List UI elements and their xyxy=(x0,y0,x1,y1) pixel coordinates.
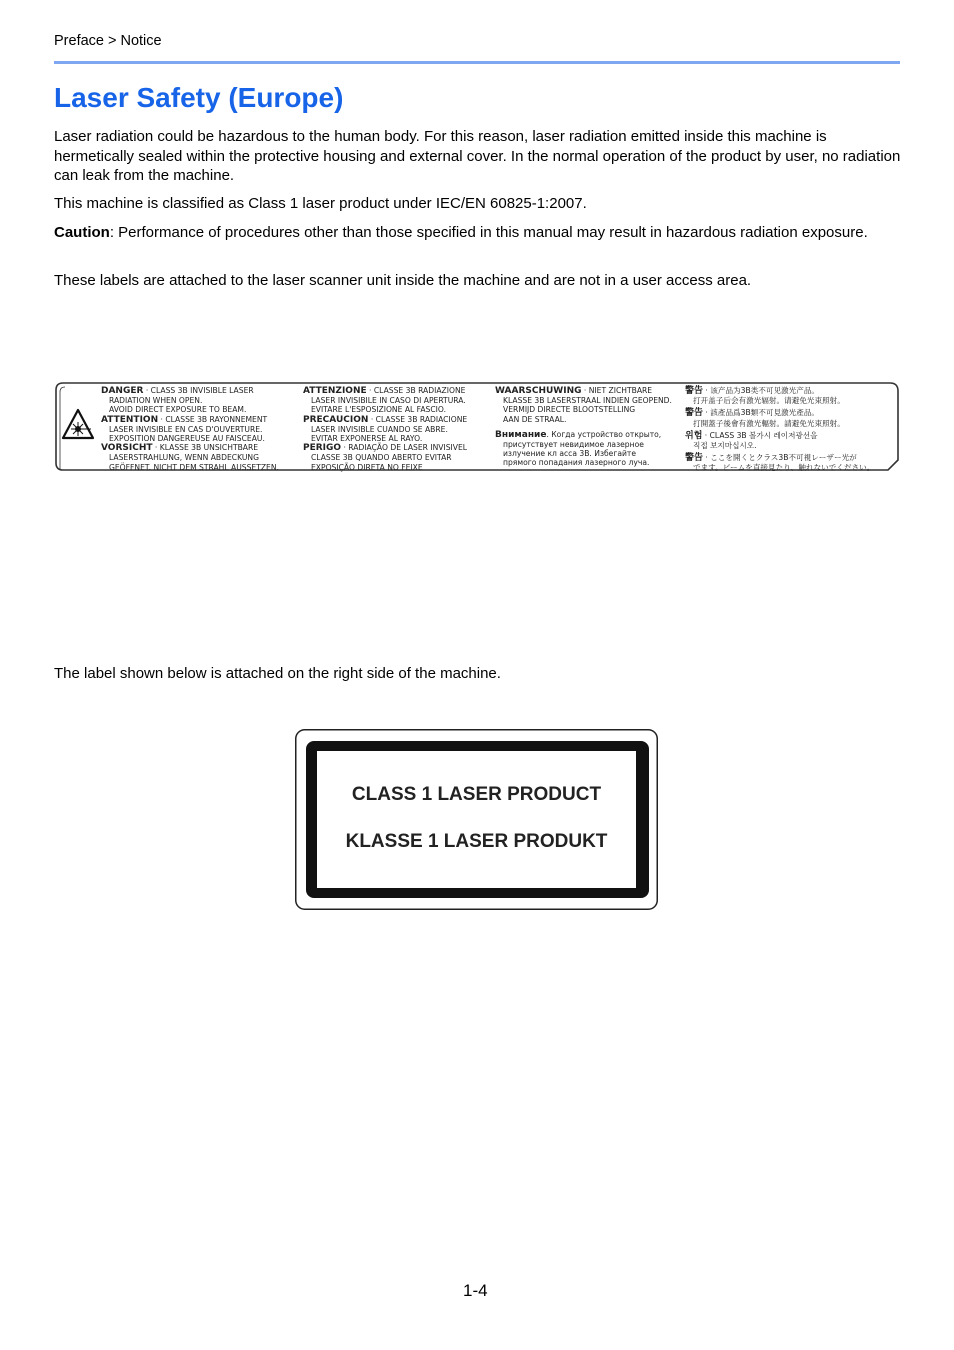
warning-column-3 xyxy=(495,386,672,468)
warning-column-4 xyxy=(685,386,874,473)
warning-block-waarschuwing: WAARSCHUWING · NIET ZICHTBARE KLASSE 3B LASERSTRAAL INDIEN GEOPEND. VERMIJD DIRECTE BLOOTSTELLING AAN DE STRAAL. xyxy=(495,386,672,424)
warning-block-vnimanie: Внимание. Когда устройство открыто, присутствует невидимое лазерное излучение кл асса 3В. Избегайте прямого попадания лазерного луча. xyxy=(495,429,662,468)
laser-warning-label xyxy=(55,382,899,472)
header-rule xyxy=(54,61,900,64)
warning-block-ko: 위험 · CLASS 3B 볼가시 레이저광선을 직접 보지마십시오. xyxy=(685,430,818,451)
paragraph-caution xyxy=(54,223,904,243)
warning-block-danger: DANGER · CLASS 3B INVISIBLE LASER RADIATION WHEN OPEN. AVOID DIRECT EXPOSURE TO BEAM. xyxy=(101,386,254,415)
warning-block-ja: 警告 · ここを開くとクラス3B不可視レーザー光が でます。ビームを直接見たり、触れないでください。 xyxy=(685,453,875,473)
laser-hazard-icon xyxy=(61,408,95,440)
warning-block-attention: ATTENTION · CLASSE 3B RAYONNEMENT LASER INVISIBLE EN CAS D'OUVERTURE. EXPOSITION DANGEREUSE AU FAISCEAU. xyxy=(101,414,268,444)
warning-block-zh-tw: 警告 · 該產品爲3B類不可見激光產品。 打開蓋子後會有激光輻射。請避免光束照射。 xyxy=(685,408,845,428)
warning-column-2 xyxy=(303,386,467,472)
warning-block-attenzione: ATTENZIONE · CLASSE 3B RADIAZIONE LASER INVISIBILE IN CASO DI APERTURA. EVITARE L'ESPOSIZIONE AL FASCIO. xyxy=(303,386,466,415)
class-label-line-2: KLASSE 1 LASER PRODUKT xyxy=(345,831,608,852)
warning-block-vorsicht: VORSICHT · KLASSE 3B UNSICHTBARE LASERSTRAHLUNG, WENN ABDECKUNG GEÖFFNET. NICHT DEM STRAHL AUSSETZEN. xyxy=(101,443,279,472)
paragraph-right-side-label: The label shown below is attached on the right side of the machine. xyxy=(54,665,501,682)
warning-block-zh-cn: 警告 · 该产品为3B类不可见激光产品。 打开盖子后会有激光辐射。请避免光束照射。 xyxy=(685,386,845,406)
breadcrumb: Preface > Notice xyxy=(54,33,162,49)
warning-block-perigo: PERIGO · RADIAÇÃO DE LASER INVISIVEL CLASSE 3B QUANDO ABERTO EVITAR EXPOSIÇÃO DIRETA NO FEIXE xyxy=(303,443,467,472)
paragraph-classification: This machine is classified as Class 1 laser product under IEC/EN 60825-1:2007. xyxy=(54,195,587,212)
warning-block-precaucion: PRECAUCION · CLASSE 3B RADIACIONE LASER INVISIBLE CUANDO SE ABRE. EVITAR EXPONERSE AL RAYO. xyxy=(303,414,468,444)
class1-laser-label xyxy=(295,729,658,910)
class-label-frame xyxy=(295,729,658,910)
class-label-line-1: CLASS 1 LASER PRODUCT xyxy=(351,784,602,805)
warning-column-1 xyxy=(101,386,279,472)
page-title: Laser Safety (Europe) xyxy=(54,82,344,113)
paragraph-laser-radiation: Laser radiation could be hazardous to the human body. For this reason, laser radiation emitted inside this machine is hermetically sealed within the protective housing and external cover. In the normal operation of the product by user, no radiation can leak from the machine. xyxy=(54,128,901,184)
caution-label: Caution xyxy=(54,224,110,241)
paragraph-labels-location: These labels are attached to the laser scanner unit inside the machine and are not in a user access area. xyxy=(54,272,752,289)
page-number: 1-4 xyxy=(463,1281,488,1300)
caution-text: : Performance of procedures other than those specified in this manual may result in hazardous radiation exposure. xyxy=(109,224,868,241)
